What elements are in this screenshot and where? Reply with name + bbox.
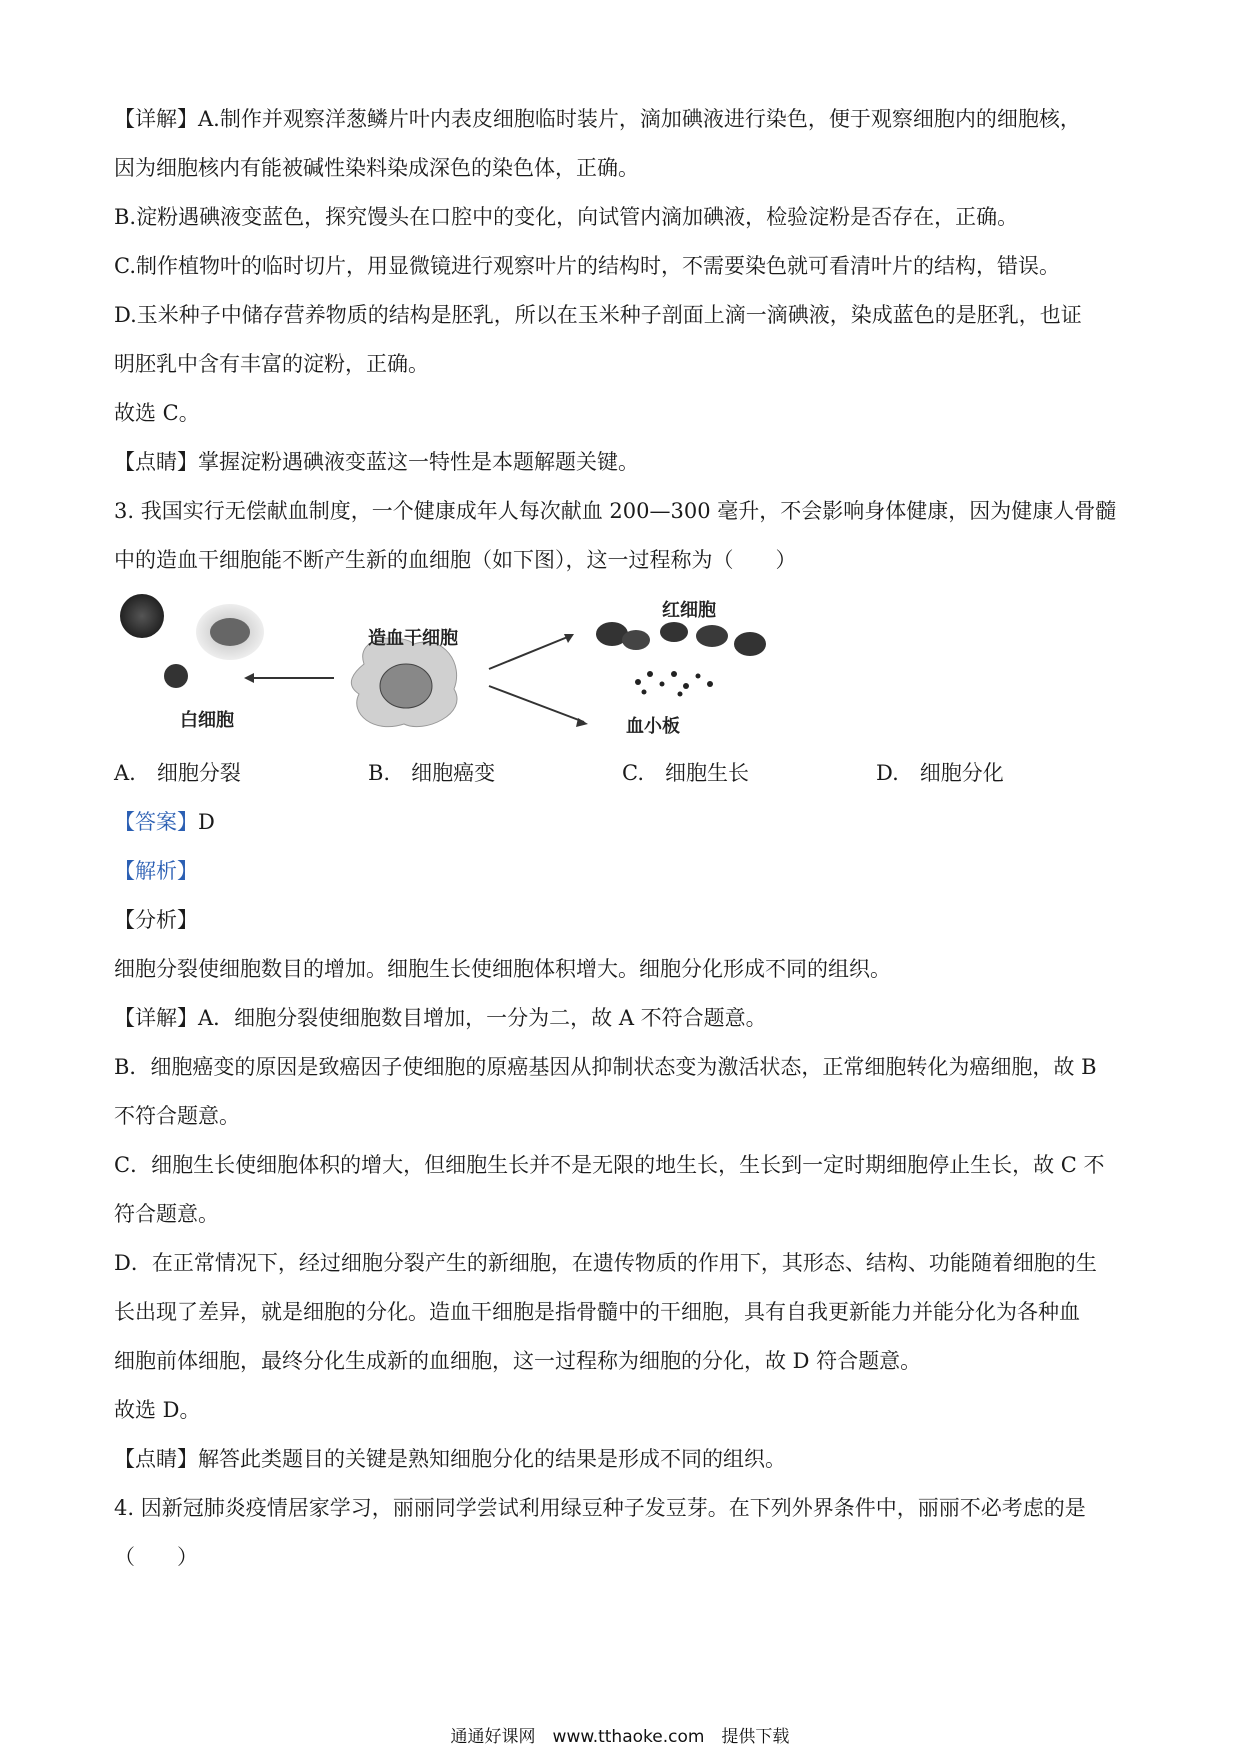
arrow-to-red	[489, 636, 570, 669]
question-3-stem: 3. 我国实行无偿献血制度，一个健康成年人每次献血 200—300 毫升，不会影响身体健康，因为健康人骨髓	[114, 499, 1117, 523]
text-line: 【详解】A．细胞分裂使细胞数目增加，一分为二，故 A 不符合题意。	[114, 1006, 767, 1030]
platelets	[635, 671, 713, 697]
white-cell-dark	[120, 594, 164, 638]
text-line: 长出现了差异，就是细胞的分化。造血干细胞是指骨髓中的干细胞，具有自我更新能力并能分化为各种血	[114, 1300, 1080, 1324]
answer-value: D	[198, 810, 215, 834]
text-line: 【点睛】解答此类题目的关键是熟知细胞分化的结果是形成不同的组织。	[114, 1447, 786, 1471]
text-line: B．细胞癌变的原因是致癌因子使细胞的原癌基因从抑制状态变为激活状态，正常细胞转化为癌细胞，故 B	[114, 1055, 1097, 1079]
text-line: 因为细胞核内有能被碱性染料染成深色的染色体，正确。	[114, 156, 639, 180]
text-line: 细胞分裂使细胞数目的增加。细胞生长使细胞体积增大。细胞分化形成不同的组织。	[114, 957, 891, 981]
stem-cell-nucleus	[380, 664, 432, 708]
red-cell	[660, 622, 688, 642]
analysis-line	[114, 856, 1134, 886]
white-cell-small	[164, 664, 188, 688]
platelet-label: 血小板	[626, 716, 680, 737]
text-line: B.淀粉遇碘液变蓝色，探究馒头在口腔中的变化，向试管内滴加碘液，检验淀粉是否存在，正确。	[114, 205, 1019, 229]
red-cell	[734, 632, 766, 656]
white-cell-nucleus	[210, 618, 250, 646]
text-line: 【点睛】掌握淀粉遇碘液变蓝这一特性是本题解题关键。	[114, 450, 639, 474]
answer-line	[114, 807, 1134, 837]
option-a: A. 细胞分裂	[114, 761, 241, 785]
red-cell	[622, 630, 650, 650]
red-cell	[696, 625, 728, 647]
question-4-stem: 4. 因新冠肺炎疫情居家学习，丽丽同学尝试利用绿豆种子发豆芽。在下列外界条件中，丽丽不必考虑的是	[114, 1496, 1086, 1520]
text-line: D．在正常情况下，经过细胞分裂产生的新细胞，在遗传物质的作用下，其形态、结构、功能随着细胞的生	[114, 1251, 1097, 1275]
question-3-stem: 中的造血干细胞能不断产生新的血细胞（如下图），这一过程称为（ ）	[114, 548, 797, 572]
blood-cell-figure	[114, 594, 794, 744]
text-line: 故选 C。	[114, 401, 200, 425]
analysis-tag: 【解析】	[114, 859, 198, 883]
option-c: C. 细胞生长	[622, 761, 749, 785]
white-cell-label: 白细胞	[180, 710, 234, 731]
text-line: 不符合题意。	[114, 1104, 240, 1128]
text-line: C.制作植物叶的临时切片，用显微镜进行观察叶片的结构时，不需要染色就可看清叶片的结构，错误。	[114, 254, 1060, 278]
text-line: C．细胞生长使细胞体积的增大，但细胞生长并不是无限的地生长，生长到一定时期细胞停止生长，故 C 不	[114, 1153, 1105, 1177]
question-4-stem: （ ）	[114, 1545, 198, 1569]
text-line: 【分析】	[114, 908, 198, 932]
text-line: 符合题意。	[114, 1202, 219, 1226]
arrow-head-platelet	[576, 718, 588, 727]
page-footer: 通通好课网 www.tthaoke.com 提供下载	[450, 1727, 790, 1747]
option-d: D. 细胞分化	[876, 761, 1004, 785]
answer-tag: 【答案】	[114, 810, 198, 834]
text-line: 【详解】A.制作并观察洋葱鳞片叶内表皮细胞临时装片，滴加碘液进行染色，便于观察细胞内的细胞核，	[114, 107, 1081, 131]
arrow-head-white	[244, 673, 254, 683]
stem-cell-label: 造血干细胞	[368, 628, 458, 649]
text-line: D.玉米种子中储存营养物质的结构是胚乳，所以在玉米种子剖面上滴一滴碘液，染成蓝色的是胚乳，也证	[114, 303, 1082, 327]
text-line: 故选 D。	[114, 1398, 201, 1422]
text-line: 明胚乳中含有丰富的淀粉，正确。	[114, 352, 429, 376]
option-b: B. 细胞癌变	[368, 761, 496, 785]
red-cell-label: 红细胞	[662, 600, 716, 621]
arrow-to-platelet	[489, 686, 584, 722]
text-line: 细胞前体细胞，最终分化生成新的血细胞，这一过程称为细胞的分化，故 D 符合题意。	[114, 1349, 922, 1373]
answer-options	[114, 758, 1134, 788]
